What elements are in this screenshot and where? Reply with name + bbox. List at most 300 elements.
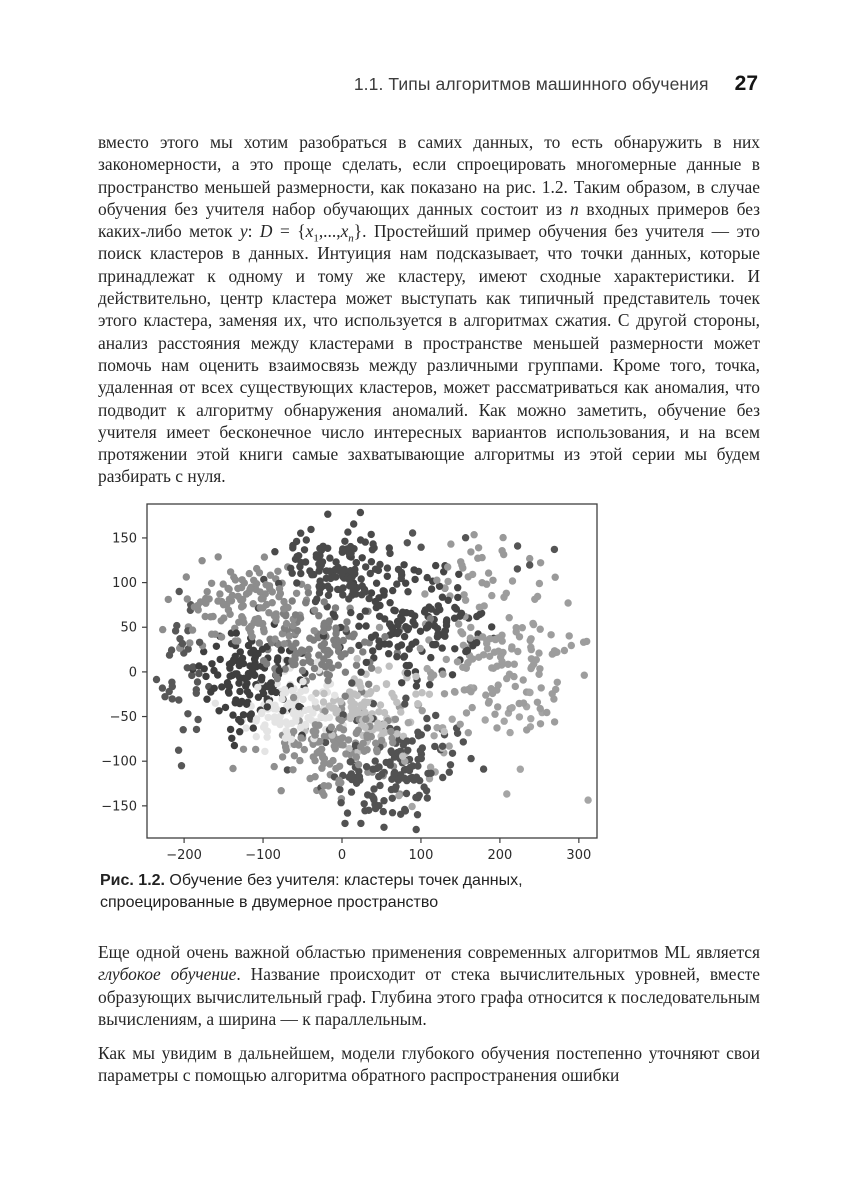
scatter-point [254,684,261,691]
scatter-point [362,538,369,545]
scatter-point [362,607,369,614]
scatter-point [482,691,489,698]
scatter-point [335,777,342,784]
scatter-point [345,576,352,583]
scatter-point [196,639,203,646]
scatter-point [482,716,489,723]
scatter-point [301,746,308,753]
scatter-point [519,624,526,631]
scatter-point [373,580,380,587]
scatter-point [259,595,266,602]
scatter-point [486,653,493,660]
paragraph-1: вместо этого мы хотим разобраться в самих данных, то есть обнаружить в них закономерности, а это проще сделать, если спроецировать многомерные данные в пространство меньшей размерности, как показано на рис. 1.2. Таким образом, в случае обучения без учителя набор обучающих данных состоит из n входных примеров без каких-либо меток y: $D = \{x_1,...,x_n\}$. Простейший пример обучения без учителя — это поиск кластеров в данных. Интуиция нам подсказывает, что точки данных, которые принадлежат к одному и тому же кластеру, имеют сходные характеристики. И действительно, центр кластера может выступать как типичный представитель точек этого кластера, заменяя их, что используется в алгоритмах сжатия. С другой стороны, анализ расстояния между кластерами в пространстве меньшей размерности может помочь нам оценить взаимосвязь между различными группами. Кроме того, точка, удаленная от всех существующих кластеров, может рассматриваться как аномалия, что подводит к алгоритму обнаружения аномалий. Как можно заметить, обучение без учителя имеет бесконечное число интересных вариантов использования, и на всем протяжении этой книги самые захватывающие алгоритмы из этой серии мы будем разбирать с нуля. [98,132,760,487]
figure-caption: Рис. 1.2. Обучение без учителя: кластеры точек данных, спроецированные в двумерное пространство [100,872,523,911]
scatter-point [432,712,439,719]
scatter-point [344,528,351,535]
scatter-point [439,774,446,781]
scatter-point [410,566,417,573]
scatter-point [198,557,205,564]
scatter-point [242,683,249,690]
scatter-point [184,664,191,671]
scatter-point [289,643,296,650]
scatter-point [404,747,411,754]
scatter-point [180,726,187,733]
scatter-point [202,595,209,602]
scatter-point [535,671,542,678]
scatter-point [208,580,215,587]
scatter-point [253,733,260,740]
scatter-point [441,628,448,635]
scatter-point [457,628,464,635]
scatter-point [242,724,249,731]
scatter-point [554,679,561,686]
scatter-point [429,641,436,648]
scatter-point [305,657,312,664]
scatter-point [511,661,518,668]
scatter-point [194,678,201,685]
scatter-point [282,743,289,750]
scatter-point [295,741,302,748]
scatter-point [467,634,474,641]
scatter-point [228,735,235,742]
scatter-point [424,574,431,581]
scatter-point [271,548,278,555]
scatter-point [161,693,168,700]
scatter-point [454,594,461,601]
scatter-point [282,603,289,610]
scatter-point [204,588,211,595]
scatter-point [315,582,322,589]
scatter-point [530,621,537,628]
scatter-point [309,709,316,716]
scatter-point [376,782,383,789]
scatter-point [411,576,418,583]
scatter-point [433,577,440,584]
scatter-point [446,769,453,776]
scatter-point [236,700,243,707]
scatter-point [234,585,241,592]
scatter-point [406,662,413,669]
scatter-point [386,663,393,670]
scatter-point [389,795,396,802]
scatter-point [321,598,328,605]
scatter-point [383,759,390,766]
scatter-point [321,755,328,762]
y-tick-label: −50 [109,710,137,726]
scatter-point [370,796,377,803]
scatter-point [414,756,421,763]
scatter-point [467,548,474,555]
scatter-point [250,724,257,731]
scatter-point [377,701,384,708]
scatter-point [271,763,278,770]
scatter-point [193,690,200,697]
scatter-point [276,721,283,728]
scatter-point [480,765,487,772]
scatter-point [397,708,404,715]
scatter-point [172,627,179,634]
scatter-point [317,713,324,720]
x-tick-label: 100 [408,848,434,863]
scatter-point [298,646,305,653]
scatter-point [362,563,369,570]
scatter-point [226,683,233,690]
scatter-point [412,690,419,697]
scatter-point [342,669,349,676]
scatter-point [308,571,315,578]
scatter-point [478,579,485,586]
scatter-point [425,621,432,628]
scatter-point [250,600,257,607]
scatter-point [444,563,451,570]
scatter-point [311,665,318,672]
scatter-point [453,605,460,612]
scatter-point [386,620,393,627]
scatter-point [455,620,462,627]
scatter-point [306,635,313,642]
scatter-point [218,617,225,624]
scatter-point [278,787,285,794]
scatter-point [256,618,263,625]
scatter-point [552,686,559,693]
scatter-point [369,766,376,773]
scatter-point [381,633,388,640]
scatter-point [503,790,510,797]
scatter-point [261,748,268,755]
scatter-point [324,545,331,552]
scatter-point [339,584,346,591]
x-axis-ticks [166,838,591,863]
scatter-point [246,570,253,577]
scatter-point [528,646,535,653]
scatter-point [463,709,470,716]
scatter-point [393,699,400,706]
scatter-point [337,698,344,705]
scatter-point [201,665,208,672]
scatter-point [165,596,172,603]
scatter-point [326,568,333,575]
scatter-point [296,563,303,570]
x-tick-label: 200 [487,848,513,863]
scatter-point [292,611,299,618]
scatter-point [169,695,176,702]
scatter-point [495,681,502,688]
scatter-point [503,590,510,597]
scatter-point [303,536,310,543]
scatter-point [226,665,233,672]
scatter-point [220,580,227,587]
paragraph-3: Как мы увидим в дальнейшем, модели глубокого обучения постепенно уточняют свои параметры с помощью алгоритма обратного распространения ошибки [98,1043,760,1086]
scatter-point [465,729,472,736]
scatter-point [324,651,331,658]
scatter-point [318,765,325,772]
running-header [354,72,758,96]
scatter-point [385,650,392,657]
scatter-point [510,673,517,680]
scatter-point [401,806,408,813]
scatter-point [332,740,339,747]
scatter-point [501,718,508,725]
scatter-point [203,696,210,703]
scatter-point [262,581,269,588]
scatter-point [295,552,302,559]
page-number: 27 [734,72,758,95]
scatter-point [417,544,424,551]
scatter-point [202,673,209,680]
scatter-point [443,616,450,623]
scatter-point [550,695,557,702]
scatter-point [349,633,356,640]
scatter-point [361,698,368,705]
scatter-point [313,554,320,561]
scatter-point [310,728,317,735]
scatter-point [263,733,270,740]
scatter-point [348,679,355,686]
scatter-point [399,609,406,616]
scatter-point [274,568,281,575]
scatter-point [536,580,543,587]
scatter-point [353,730,360,737]
scatter-point [488,592,495,599]
scatter-point [517,766,524,773]
scatter-point [238,576,245,583]
scatter-point [358,575,365,582]
scatter-point [388,690,395,697]
scatter-point [363,659,370,666]
scatter-point [444,578,451,585]
scatter-point [401,653,408,660]
scatter-point [475,544,482,551]
scatter-point [341,820,348,827]
scatter-points-group [153,509,592,833]
scatter-point [421,590,428,597]
scatter-point [389,809,396,816]
scatter-point [485,699,492,706]
scatter-point [462,597,469,604]
scatter-point [331,692,338,699]
scatter-point [427,770,434,777]
scatter-point [338,570,345,577]
scatter-point [278,646,285,653]
scatter-point [415,732,422,739]
scatter-point [394,621,401,628]
scatter-point [514,565,521,572]
scatter-point [191,603,198,610]
scatter-point [325,592,332,599]
scatter-point [418,689,425,696]
scatter-point [423,787,430,794]
scatter-point [336,763,343,770]
scatter-point [405,719,412,726]
scatter-point [402,695,409,702]
scatter-point [467,755,474,762]
scatter-point [537,720,544,727]
scatter-point [403,777,410,784]
scatter-point [256,639,263,646]
scatter-point [389,587,396,594]
x-tick-label: −200 [166,848,202,863]
scatter-point [439,671,446,678]
scatter-point [406,645,413,652]
scatter-point [267,572,274,579]
scatter-point [283,727,290,734]
scatter-point [441,728,448,735]
scatter-point [414,700,421,707]
scatter-point [264,703,271,710]
scatter-point [493,724,500,731]
scatter-point [353,662,360,669]
scatter-point [235,716,242,723]
scatter-point [535,649,542,656]
scatter-point [306,775,313,782]
scatter-point [271,716,278,723]
scatter-point [335,644,342,651]
scatter-point [315,612,322,619]
scatter-point [411,776,418,783]
scatter-point [398,641,405,648]
scatter-point [508,643,515,650]
scatter-point [229,672,236,679]
scatter-point [384,573,391,580]
scatter-point [335,662,342,669]
scatter-point [342,750,349,757]
scatter-point [302,599,309,606]
scatter-point [423,715,430,722]
scatter-point [214,597,221,604]
scatter-point [236,728,243,735]
scatter-point [291,752,298,759]
scatter-point [252,746,259,753]
scatter-point [449,716,456,723]
scatter-point [153,676,160,683]
scatter-point [398,679,405,686]
scatter-point [338,653,345,660]
scatter-point [462,648,469,655]
scatter-point [375,594,382,601]
scatter-point [258,709,265,716]
scatter-point [362,716,369,723]
scatter-point [319,558,326,565]
scatter-point [354,655,361,662]
section-title: 1.1. Типы алгоритмов машинного обучения [353,74,709,94]
scatter-point [269,599,276,606]
scatter-point [193,726,200,733]
scatter-point [424,794,431,801]
scatter-point [390,607,397,614]
scatter-point [526,689,533,696]
scatter-point [218,683,225,690]
scatter-point [233,629,240,636]
scatter-point [351,690,358,697]
scatter-point [189,626,196,633]
scatter-point [526,555,533,562]
scatter-point [373,747,380,754]
scatter-point [419,707,426,714]
y-tick-label: −150 [101,799,137,815]
scatter-point [368,589,375,596]
scatter-point [326,714,333,721]
scatter-point [361,800,368,807]
scatter-point [359,554,366,561]
scatter-point [176,588,183,595]
scatter-point [225,606,232,613]
scatter-point [166,651,173,658]
scatter-point [413,826,420,833]
scatter-point [339,591,346,598]
scatter-point [566,632,573,639]
scatter-point [245,642,252,649]
scatter-point [433,724,440,731]
scatter-point [561,647,568,654]
scatter-point [527,715,534,722]
scatter-point [424,724,431,731]
scatter-point [302,558,309,565]
scatter-point [238,603,245,610]
scatter-point [407,764,414,771]
scatter-point [353,753,360,760]
scatter-point [537,559,544,566]
scatter-point [375,708,382,715]
scatter-point [338,717,345,724]
scatter-point [381,640,388,647]
scatter-point [392,716,399,723]
scatter-point [278,695,285,702]
scatter-point [328,724,335,731]
scatter-point [384,564,391,571]
scatter-point [395,777,402,784]
scatter-point [454,730,461,737]
scatter-point [326,702,333,709]
scatter-point [512,683,519,690]
scatter-point [337,799,344,806]
scatter-point [250,577,257,584]
scatter-point [348,776,355,783]
scatter-point [449,750,456,757]
scatter-point [289,622,296,629]
scatter-point [284,721,291,728]
scatter-point [239,655,246,662]
scatter-point [357,820,364,827]
scatter-point [326,617,333,624]
scatter-point [357,743,364,750]
scatter-point [564,599,571,606]
scatter-point [485,569,492,576]
scatter-point [293,579,300,586]
scatter-point [279,707,286,714]
scatter-point [412,673,419,680]
scatter-point [186,639,193,646]
scatter-point [375,567,382,574]
scatter-point [271,635,278,642]
scatter-point [375,666,382,673]
scatter-point [386,544,393,551]
scatter-point [414,794,421,801]
scatter-point [320,782,327,789]
scatter-point [413,682,420,689]
scatter-point [310,753,317,760]
scatter-point [357,509,364,516]
scatter-point [279,753,286,760]
scatter-point [380,721,387,728]
scatter-point [260,625,267,632]
scatter-point [359,648,366,655]
scatter-point [248,710,255,717]
scatter-point [422,606,429,613]
scatter-point [249,633,256,640]
scatter-point [447,540,454,547]
scatter-point [537,705,544,712]
scatter-point [394,630,401,637]
